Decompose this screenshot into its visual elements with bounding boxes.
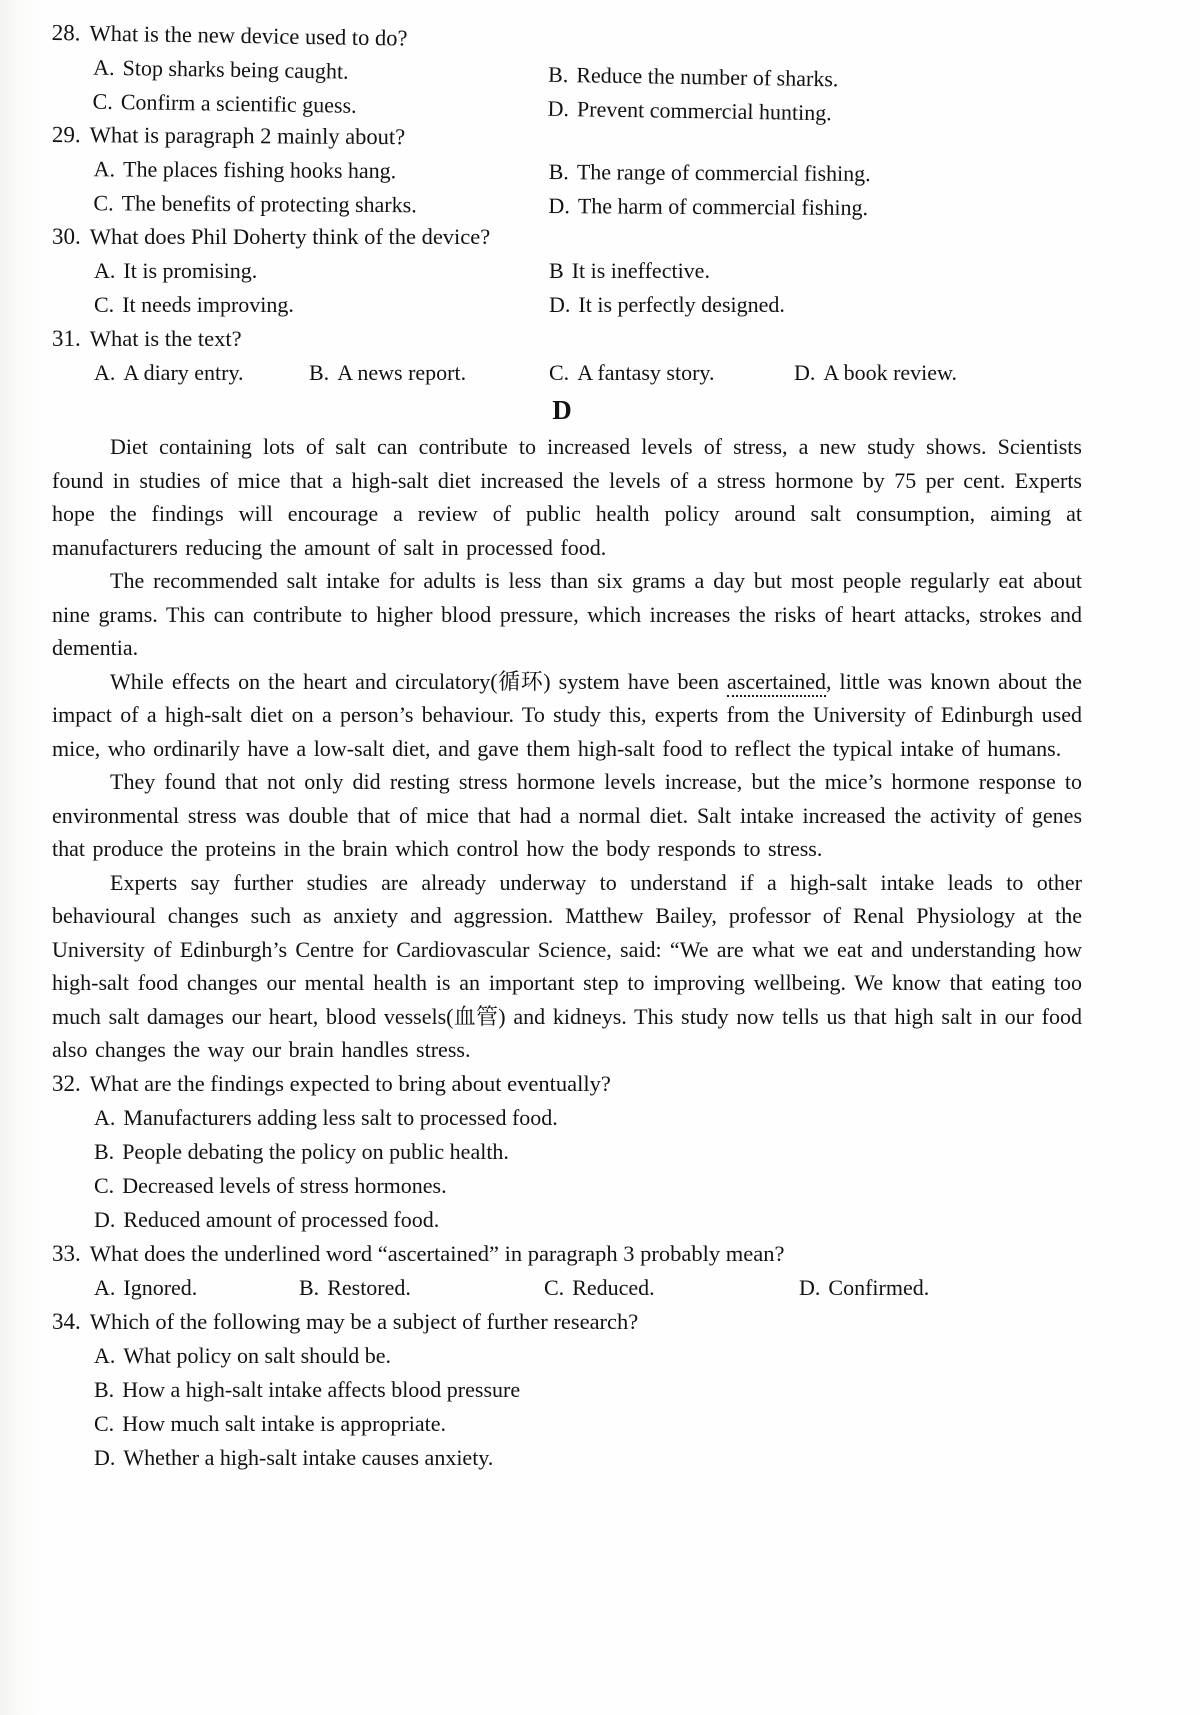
passage-paragraph-5	[52, 866, 1082, 1067]
option-text: It needs improving.	[122, 292, 294, 317]
question-number: 32.	[52, 1070, 81, 1096]
passage-paragraph-1	[52, 430, 1082, 564]
option-label: D.	[547, 95, 570, 122]
option-text: A news report.	[337, 360, 467, 385]
paragraph-text: While effects on the heart and circulatory(循环) system have been	[110, 668, 728, 694]
option-d	[799, 1271, 1082, 1305]
question-29-options	[93, 152, 1081, 226]
option-label: B.	[94, 1376, 115, 1402]
option-text: A diary entry.	[123, 360, 244, 385]
question-number: 30.	[52, 224, 81, 249]
option-text: It is perfectly designed.	[578, 292, 785, 317]
question-31	[52, 322, 1082, 390]
option-text: Decreased levels of stress hormones.	[122, 1172, 447, 1198]
option-label: B.	[547, 61, 569, 88]
passage-section-label: D	[552, 395, 572, 425]
option-text: Reduce the number of sharks.	[576, 62, 839, 92]
option-label: B.	[299, 1274, 320, 1300]
paragraph-text: They found that not only did resting stress hormone levels increase, but the mice’s hormone response to environmental stress was double that of mice that had a normal diet. Salt intake increased the activity of genes that produce the proteins in the brain which control how the body responds to stress.	[52, 769, 1082, 861]
question-text: Which of the following may be a subject of further research?	[89, 1308, 639, 1334]
option-label: D.	[548, 193, 570, 219]
option-b	[299, 1271, 544, 1305]
option-label: C.	[92, 88, 114, 114]
option-a	[94, 254, 549, 288]
option-text: A fantasy story.	[577, 360, 715, 385]
option-c	[549, 356, 794, 390]
option-label: B.	[94, 1138, 115, 1164]
option-a	[94, 356, 309, 390]
option-text: Ignored.	[123, 1274, 198, 1300]
question-33-line	[52, 1237, 1082, 1271]
question-30	[52, 220, 1082, 322]
option-label: A.	[94, 1342, 116, 1368]
option-b	[94, 1373, 1082, 1407]
option-a	[94, 1339, 1082, 1373]
option-b	[549, 254, 1082, 288]
paragraph-text: Diet containing lots of salt can contribute to increased levels of stress, a new study shows. Scientists found in studies of mice that a high-salt diet increased the levels of a stress hormone by 75 per cent. Experts hope the findings will encourage a review of public health policy around salt consumption, aiming at manufacturers reducing the amount of salt in processed food.	[52, 434, 1082, 560]
question-34-line	[52, 1305, 1082, 1339]
option-text: Confirmed.	[828, 1274, 930, 1300]
option-text: Reduced amount of processed food.	[123, 1206, 440, 1232]
option-text: It is ineffective.	[571, 258, 710, 283]
option-label: D.	[794, 360, 816, 385]
option-label: D.	[94, 1206, 116, 1232]
option-label: A.	[94, 1274, 116, 1300]
option-b	[549, 155, 1082, 192]
option-text: The range of commercial fishing.	[576, 159, 871, 187]
option-label: A.	[94, 258, 116, 283]
question-34	[52, 1305, 1082, 1475]
option-text: How much salt intake is appropriate.	[122, 1410, 446, 1436]
question-text: What is the new device used to do?	[89, 20, 408, 51]
option-label: C.	[94, 292, 115, 317]
reading-passage	[52, 430, 1082, 1067]
option-label: C.	[94, 1410, 115, 1436]
question-number: 29.	[51, 121, 81, 148]
paragraph-text: Experts say further studies are already underway to understand if a high-salt intake leads to other behavioural changes such as anxiety and aggression. Matthew Bailey, professor of Renal Physiology at the University of Edinburgh’s Centre for Cardiovascular Science, said: “We are what we eat and understanding how high-salt food changes our mental health is an important step to improving wellbeing. We know that eating too much salt damages our heart, blood vessels(血管) and kidneys. This study now tells us that high salt in our food also changes the way our brain handles stress.	[52, 869, 1082, 1062]
question-32	[52, 1067, 1082, 1237]
passage-paragraph-2	[52, 564, 1082, 665]
question-number: 28.	[51, 19, 81, 46]
question-number: 33.	[52, 1240, 81, 1266]
question-text: What is the text?	[89, 326, 242, 351]
question-text: What does Phil Doherty think of the device?	[89, 224, 491, 249]
paragraph-text: , little was known about the impact of a high-salt diet on a person’s behaviour. To study this, experts from the University of Edinburgh used mice, who ordinarily have a low-salt diet, and gave them high-salt food to reflect the typical intake of humans.	[52, 668, 1082, 761]
question-text: What is paragraph 2 mainly about?	[89, 122, 406, 150]
question-28	[50, 16, 1081, 134]
option-label: A.	[93, 54, 115, 80]
option-text: How a high-salt intake affects blood pressure	[122, 1376, 521, 1402]
option-d	[549, 288, 1082, 322]
option-c	[94, 1169, 1082, 1203]
option-label: B.	[309, 360, 330, 385]
option-label: C.	[544, 1274, 565, 1300]
option-c	[94, 1407, 1082, 1441]
option-text: The places fishing hooks hang.	[123, 156, 397, 184]
option-text: A book review.	[823, 360, 957, 385]
question-number: 31.	[52, 326, 81, 351]
option-text: Confirm a scientific guess.	[120, 89, 357, 118]
option-text: Stop sharks being caught.	[122, 55, 349, 84]
option-label: B	[549, 258, 564, 283]
option-text: The benefits of protecting sharks.	[121, 190, 417, 218]
question-29	[51, 118, 1082, 226]
option-text: Prevent commercial hunting.	[576, 96, 832, 126]
option-c	[94, 288, 549, 322]
option-d	[94, 1441, 1082, 1475]
question-34-options	[94, 1339, 1082, 1475]
option-c	[93, 186, 548, 223]
option-label: C.	[94, 1172, 115, 1198]
option-label: D.	[549, 292, 571, 317]
option-text: Reduced.	[572, 1274, 655, 1300]
question-text: What are the findings expected to bring about eventually?	[89, 1070, 611, 1096]
option-a	[94, 1101, 1082, 1135]
option-label: B.	[548, 159, 569, 185]
question-31-options	[94, 356, 1082, 390]
option-text: It is promising.	[123, 258, 258, 283]
option-label: A.	[93, 156, 116, 182]
paragraph-text: The recommended salt intake for adults is less than six grams a day but most people regularly eat about nine grams. This can contribute to higher blood pressure, which increases the risks of heart attacks, strokes and dementia.	[52, 568, 1082, 660]
option-text: Manufacturers adding less salt to processed food.	[123, 1104, 558, 1130]
question-30-options	[94, 254, 1082, 322]
option-text: The harm of commercial fishing.	[577, 193, 869, 220]
option-text: Whether a high-salt intake causes anxiety.	[123, 1444, 494, 1470]
option-label: A.	[94, 360, 116, 385]
option-c	[544, 1271, 799, 1305]
option-d	[94, 1203, 1082, 1237]
question-text: What does the underlined word “ascertained” in paragraph 3 probably mean?	[89, 1240, 785, 1266]
option-d	[794, 356, 1082, 390]
option-label: D.	[94, 1444, 116, 1470]
question-33	[52, 1237, 1082, 1305]
passage-paragraph-4	[52, 765, 1082, 866]
question-32-line	[52, 1067, 1082, 1101]
option-label: C.	[93, 190, 114, 216]
option-label: C.	[549, 360, 570, 385]
question-number: 34.	[52, 1308, 81, 1334]
question-33-options	[94, 1271, 1082, 1305]
option-b	[94, 1135, 1082, 1169]
question-32-options	[94, 1101, 1082, 1237]
option-text: What policy on salt should be.	[123, 1342, 392, 1368]
question-31-line	[52, 322, 1082, 356]
option-label: D.	[799, 1274, 821, 1300]
option-label: A.	[94, 1104, 116, 1130]
option-a	[94, 1271, 299, 1305]
option-d	[548, 189, 1081, 226]
underlined-word-ascertained: ascertained	[727, 669, 826, 697]
option-b	[309, 356, 549, 390]
passage-paragraph-3	[52, 665, 1082, 766]
option-text: Restored.	[327, 1274, 411, 1300]
option-a	[94, 152, 549, 189]
option-text: People debating the policy on public health.	[122, 1138, 509, 1164]
